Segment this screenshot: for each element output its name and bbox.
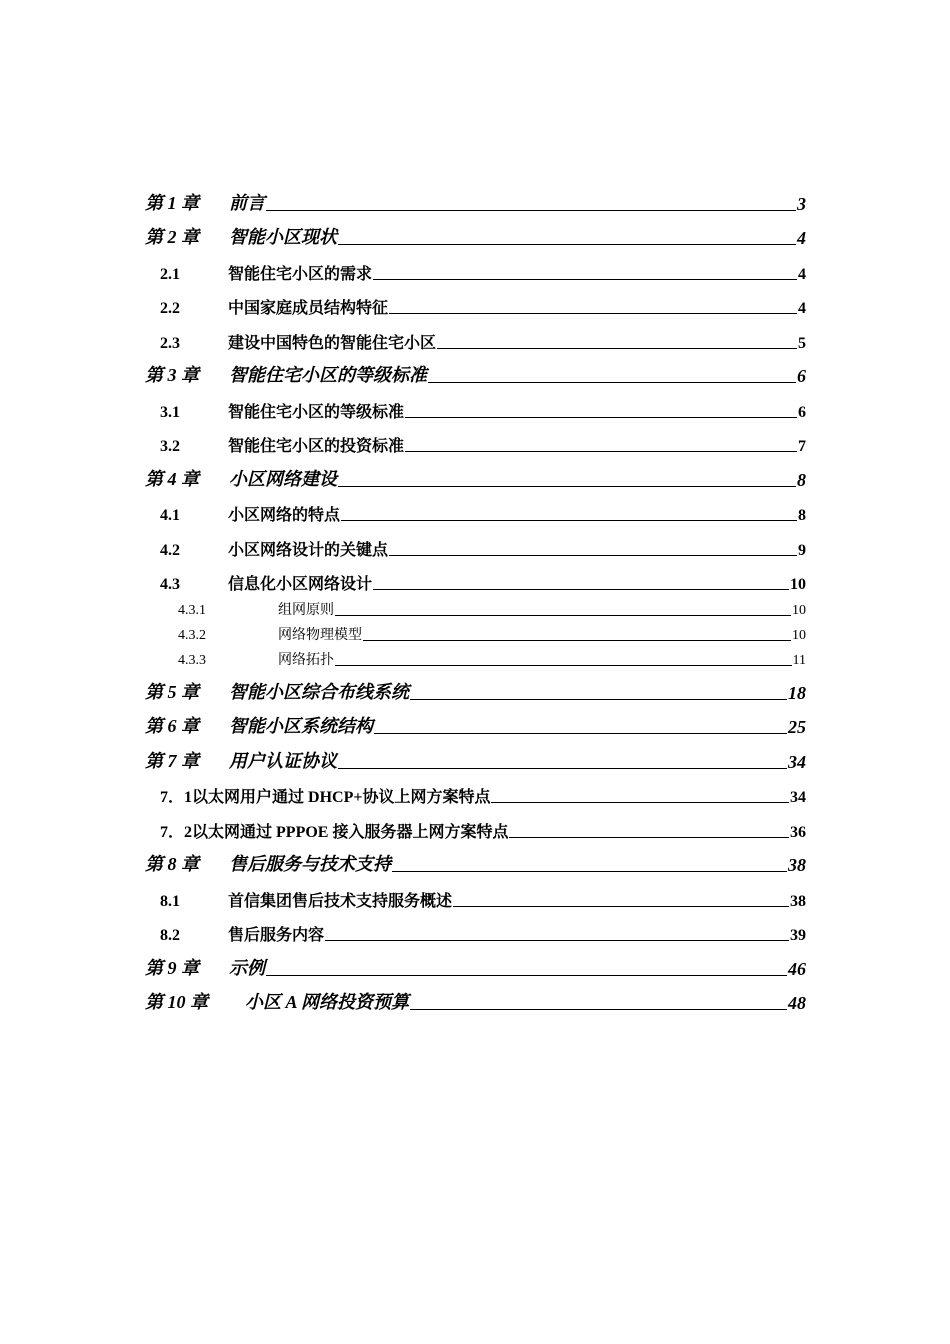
- toc-entry[interactable]: [145, 644, 806, 669]
- toc-entry-page: 48: [788, 993, 806, 1013]
- toc-entry-number: 第 9 章: [145, 957, 199, 978]
- toc-entry-page: 10: [790, 576, 806, 593]
- toc-entry-number: 3.2: [160, 438, 180, 455]
- toc-entry[interactable]: [145, 456, 806, 491]
- toc-entry-page: 38: [788, 855, 806, 875]
- toc-entry-title: 智能小区系统结构: [229, 716, 373, 736]
- toc-leader-line: [392, 871, 787, 872]
- toc-entry-page: 8: [797, 469, 806, 490]
- toc-leader-line: [338, 768, 787, 769]
- table-of-contents: [145, 180, 806, 1014]
- toc-entry-title: 网络物理模型: [278, 628, 362, 643]
- toc-entry[interactable]: [145, 215, 806, 250]
- toc-leader-line: [363, 640, 791, 641]
- toc-entry[interactable]: [145, 387, 806, 422]
- toc-entry-title: 建设中国特色的智能住宅小区: [228, 334, 437, 352]
- toc-entry[interactable]: [145, 594, 806, 619]
- toc-entry-number: 第 3 章: [145, 365, 199, 385]
- toc-leader-line: [373, 279, 797, 280]
- toc-entry-page: 36: [790, 823, 806, 841]
- toc-entry-title: 信息化小区网络设计: [228, 576, 373, 593]
- toc-entry-page: 6: [798, 403, 806, 421]
- toc-leader-line: [266, 975, 787, 976]
- toc-entry[interactable]: [145, 669, 806, 704]
- toc-entry[interactable]: [145, 180, 806, 215]
- toc-leader-line: [266, 210, 796, 211]
- toc-entry-page: 11: [792, 653, 806, 668]
- toc-entry-page: 4: [798, 265, 806, 283]
- toc-entry-title: 小区 A 网络投资预算: [245, 992, 410, 1012]
- toc-entry[interactable]: [145, 842, 806, 877]
- toc-entry-title: 售后服务内容: [228, 927, 325, 944]
- toc-entry-number: 2.3: [160, 334, 180, 352]
- toc-entry-number: 4.3.1: [178, 603, 206, 618]
- toc-entry[interactable]: [145, 560, 806, 595]
- toc-entry-page: 3: [797, 193, 806, 214]
- toc-leader-line: [325, 940, 789, 941]
- toc-leader-line: [338, 244, 796, 245]
- toc-entry-number: 3.1: [160, 403, 180, 421]
- toc-entry-title: 示例: [229, 957, 265, 978]
- toc-entry-number: 2.1: [160, 265, 180, 283]
- toc-entry[interactable]: [145, 491, 806, 526]
- toc-leader-line: [437, 348, 797, 349]
- toc-leader-line: [410, 699, 787, 700]
- toc-entry-title: 售后服务与技术支持: [229, 854, 391, 874]
- toc-entry-title: 智能住宅小区的等级标准: [228, 403, 405, 421]
- toc-entry[interactable]: [145, 318, 806, 353]
- toc-leader-line: [405, 417, 797, 418]
- toc-entry[interactable]: [145, 773, 806, 808]
- toc-entry-title: 以太网通过 PPPOE 接入服务器上网方案特点: [192, 823, 509, 841]
- toc-entry[interactable]: [145, 980, 806, 1015]
- toc-leader-line: [389, 555, 797, 556]
- toc-leader-line: [410, 1009, 787, 1010]
- toc-leader-line: [338, 486, 796, 487]
- toc-leader-line: [341, 520, 797, 521]
- toc-entry-page: 7: [798, 438, 806, 455]
- toc-entry-number: 第 2 章: [145, 227, 199, 247]
- toc-leader-line: [389, 313, 797, 314]
- toc-entry-page: 10: [792, 628, 806, 643]
- toc-entry[interactable]: [145, 422, 806, 457]
- toc-entry-title: 小区网络设计的关键点: [228, 541, 389, 559]
- toc-entry-page: 46: [788, 958, 806, 979]
- toc-entry-title: 网络拓扑: [278, 653, 334, 668]
- toc-entry-page: 10: [792, 603, 806, 618]
- toc-entry-number: 7．1: [160, 789, 193, 806]
- toc-entry[interactable]: [145, 738, 806, 773]
- toc-entry-number: 第 1 章: [145, 192, 199, 213]
- toc-entry-title: 以太网用户通过 DHCP+协议上网方案特点: [192, 789, 491, 806]
- toc-leader-line: [509, 837, 789, 838]
- toc-leader-line: [428, 382, 796, 383]
- toc-leader-line: [491, 802, 789, 803]
- toc-entry-number: 4.3.2: [178, 628, 206, 643]
- toc-entry-number: 8.1: [160, 892, 180, 910]
- toc-entry-page: 4: [798, 300, 806, 317]
- toc-entry-title: 用户认证协议: [229, 750, 337, 771]
- toc-entry-number: 第 4 章: [145, 468, 199, 489]
- toc-entry-title: 智能小区综合布线系统: [229, 681, 409, 702]
- toc-leader-line: [374, 733, 787, 734]
- toc-leader-line: [453, 906, 789, 907]
- toc-entry[interactable]: [145, 249, 806, 284]
- toc-entry-number: 第 8 章: [145, 854, 199, 874]
- toc-entry[interactable]: [145, 284, 806, 319]
- toc-entry-title: 智能住宅小区的投资标准: [228, 438, 405, 455]
- toc-leader-line: [335, 665, 792, 666]
- toc-entry-number: 4.2: [160, 541, 180, 559]
- toc-entry[interactable]: [145, 353, 806, 388]
- toc-entry-title: 智能小区现状: [229, 227, 337, 247]
- toc-entry-title: 小区网络的特点: [228, 507, 341, 524]
- toc-entry-number: 8.2: [160, 927, 180, 944]
- toc-entry-page: 8: [798, 507, 806, 524]
- toc-entry-number: 第 7 章: [145, 750, 199, 771]
- toc-entry[interactable]: [145, 704, 806, 739]
- toc-entry-number: 第 6 章: [145, 716, 199, 736]
- toc-entry-number: 4.1: [160, 507, 180, 524]
- toc-entry-title: 小区网络建设: [229, 468, 337, 489]
- toc-entry-page: 4: [797, 228, 806, 248]
- toc-leader-line: [405, 451, 797, 452]
- toc-entry-number: 第 5 章: [145, 681, 199, 702]
- toc-entry-title: 智能住宅小区的需求: [228, 265, 373, 283]
- toc-leader-line: [335, 615, 791, 616]
- toc-entry-number: 第 10 章: [145, 992, 208, 1012]
- toc-entry-page: 25: [788, 717, 806, 737]
- toc-entry-page: 5: [798, 334, 806, 352]
- toc-entry-page: 6: [797, 366, 806, 386]
- toc-entry[interactable]: [145, 619, 806, 644]
- toc-entry[interactable]: [145, 807, 806, 842]
- toc-entry-title: 前言: [229, 192, 265, 213]
- toc-entry-number: 4.3.3: [178, 653, 206, 668]
- toc-entry-title: 中国家庭成员结构特征: [228, 300, 389, 317]
- toc-entry[interactable]: [145, 945, 806, 980]
- toc-entry[interactable]: [145, 525, 806, 560]
- toc-entry[interactable]: [145, 911, 806, 946]
- toc-entry-page: 34: [788, 751, 806, 772]
- toc-entry-number: 4.3: [160, 576, 180, 593]
- toc-entry-title: 首信集团售后技术支持服务概述: [228, 892, 453, 910]
- toc-entry[interactable]: [145, 876, 806, 911]
- toc-entry-title: 组网原则: [278, 603, 334, 618]
- toc-entry-page: 18: [788, 682, 806, 703]
- toc-leader-line: [373, 589, 789, 590]
- toc-entry-title: 智能住宅小区的等级标准: [229, 365, 427, 385]
- toc-entry-page: 34: [790, 789, 806, 806]
- toc-entry-number: 2.2: [160, 300, 180, 317]
- toc-entry-page: 9: [798, 541, 806, 559]
- toc-entry-page: 39: [790, 927, 806, 944]
- toc-entry-number: 7．2: [160, 823, 193, 841]
- toc-entry-page: 38: [790, 892, 806, 910]
